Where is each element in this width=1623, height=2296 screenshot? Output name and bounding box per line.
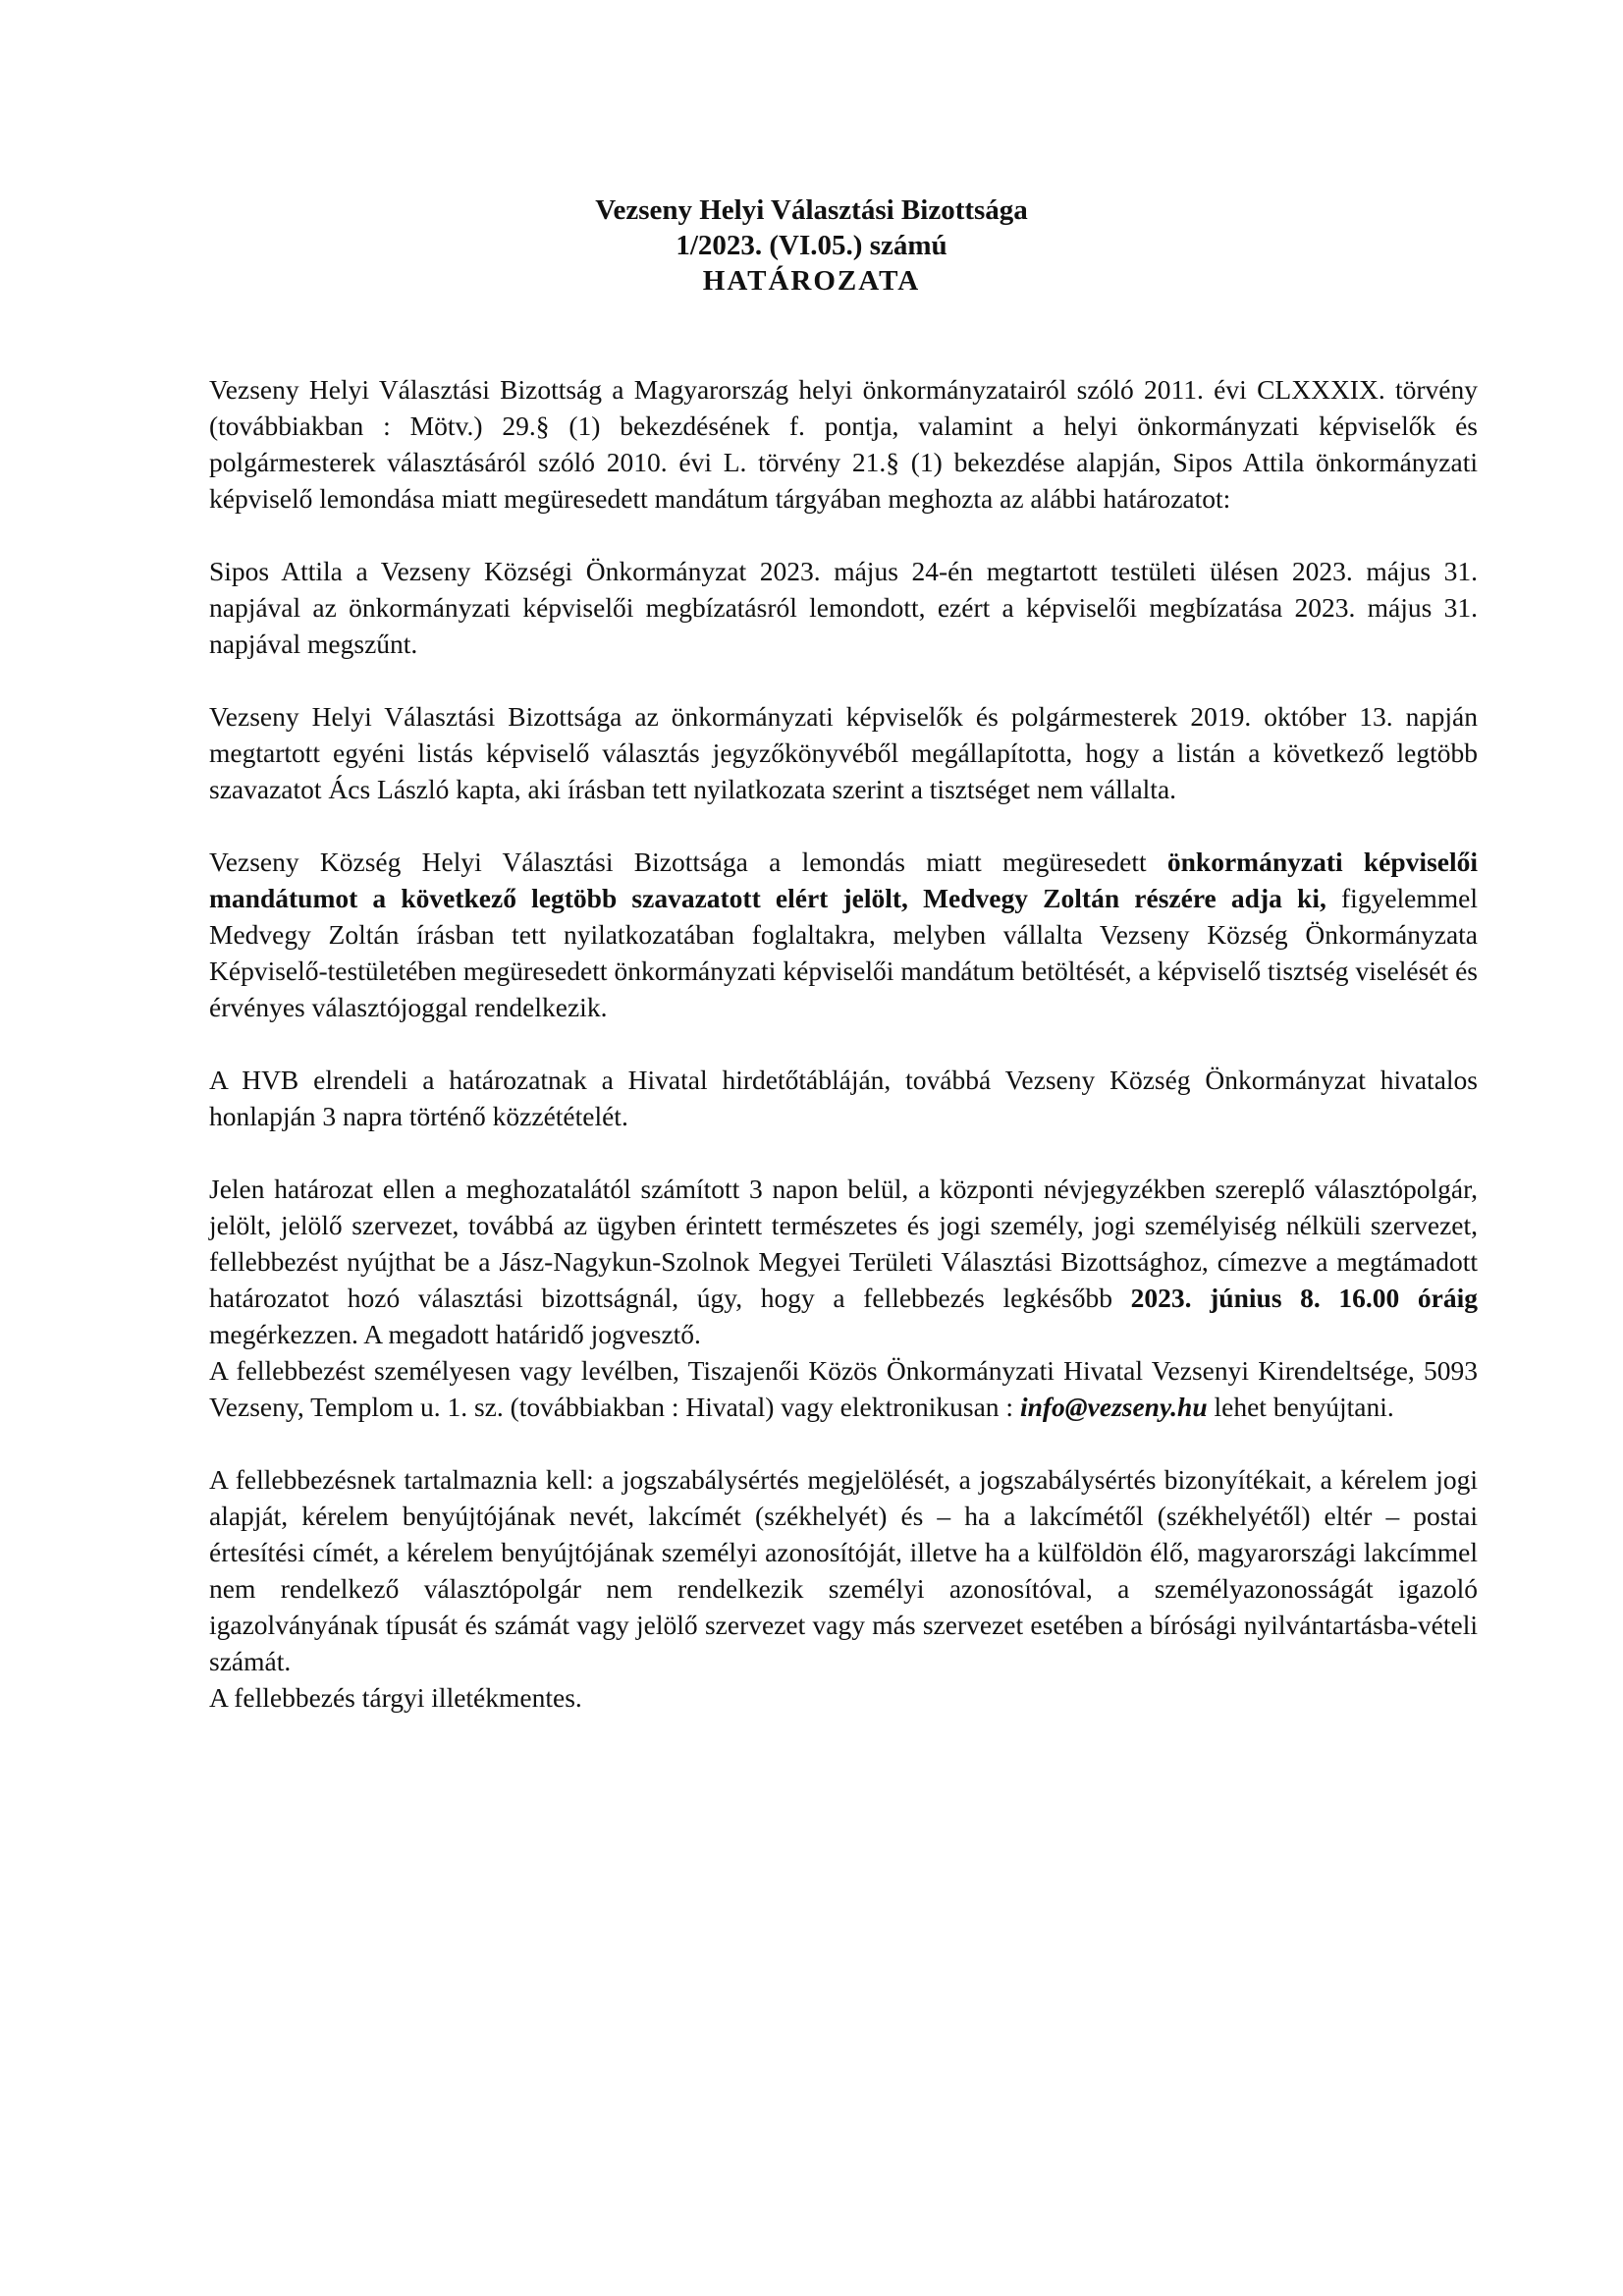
paragraph-appeal-submission — [209, 1352, 1478, 1425]
paragraph-resignation: Sipos Attila a Vezseny Községi Önkormányzat 2023. május 24-én megtartott testületi ülésen 2023. május 31. napjával az önkormányzati képviselői megbízatásról lemondott, ezért a képviselői megbízatása 2023. május 31. napjával megszűnt. — [209, 556, 1478, 659]
paragraph-appeal-contents: A fellebbezésnek tartalmaznia kell: a jogszabálysértés megjelölését, a jogszabálysértés bizonyítékait, a kérelem jogi alapját, kérelem benyújtójának nevét, lakcímét (székhelyét) és – ha a lakcímétől (székhelyétől) eltér – postai értesítési címét, a kérelem benyújtójának személyi azonosítóját, illetve ha a külföldön élő, magyarországi lakcímmel nem rendelkező választópolgár nem rendelkezik személyi azonosítóval, a személyazonosságát igazoló igazolványának típusát és számát vagy jelölő szervezet vagy más szervezet esetében a bírósági nyilvántartásba-vételi számát. — [209, 1464, 1478, 1676]
appeal-text-rest: megérkezzen. A megadott határidő jogvesztő. — [209, 1319, 701, 1349]
submission-text-lead: A fellebbezést személyesen vagy levélben, Tiszajenői Közös Önkormányzati Hivatal Vezsenyi Kirendeltsége, 5093 Vezseny, Templom u. 1. sz. (továbbiakban : Hivatal) vagy elektronikusan : — [209, 1355, 1478, 1422]
document-header — [0, 192, 1623, 299]
paragraph-election-findings: Vezseny Helyi Választási Bizottsága az önkormányzati képviselők és polgármesterek 2019. október 13. napján megtartott egyéni listás képviselő választás jegyzőkönyvéből megállapította, hogy a listán a következő legtöbb szavazatot Ács László kapta, aki írásban tett nyilatkozata szerint a tisztséget nem vállalta. — [209, 701, 1478, 804]
paragraph-fee-exempt: A fellebbezés tárgyi illetékmentes. — [209, 1682, 582, 1713]
resolution-heading: HATÁROZATA — [702, 265, 921, 297]
mandate-text-rest: figyelemmel Medvegy Zoltán írásban tett nyilatkozatában foglaltakra, melyben vállalta Vezseny Község Önkormányzata Képviselő-testületében megüresedett önkormányzati képviselői mandátum betöltését, a képviselő tisztség viselését és érvényes választójoggal rendelkezik. — [209, 883, 1478, 1022]
resolution-number: 1/2023. (VI.05.) számú — [676, 230, 947, 261]
paragraph-legal-basis: Vezseny Helyi Választási Bizottság a Magyarország helyi önkormányzatairól szóló 2011. évi CLXXXIX. törvény (továbbiakban : Mötv.) 29.§ (1) bekezdésének f. pontja, valamint a helyi önkormányzati képviselők és polgármesterek választásáról szóló 2010. évi L. törvény 21.§ (1) bekezdése alapján, Sipos Attila önkormányzati képviselő lemondása miatt megüresedett mandátum tárgyában meghozta az alábbi határozatot: — [209, 374, 1478, 514]
appeal-deadline-bold: 2023. június 8. 16.00 óráig — [1130, 1283, 1479, 1313]
submission-text-rest: lehet benyújtani. — [1207, 1392, 1394, 1422]
mandate-text-lead: Vezseny Község Helyi Választási Bizottsága a lemondás miatt megüresedett — [209, 847, 1167, 877]
committee-title: Vezseny Helyi Választási Bizottsága — [595, 194, 1028, 226]
document-body — [209, 371, 1478, 1752]
paragraph-publication: A HVB elrendeli a határozatnak a Hivatal hirdetőtábláján, továbbá Vezseny Község Önkormányzat hivatalos honlapján 3 napra történő közzétételét. — [209, 1065, 1478, 1131]
paragraph-mandate-decision — [209, 844, 1478, 1025]
mandate-decision-bold: önkormányzati képviselői mandátumot a következő legtöbb szavazatott elért jelölt, Medvegy Zoltán részére adja ki, — [209, 847, 1479, 913]
email-address: info@vezseny.hu — [1019, 1392, 1208, 1422]
paragraph-appeal-deadline — [209, 1171, 1478, 1352]
appeal-text-lead: Jelen határozat ellen a meghozatalától számított 3 napon belül, a központi névjegyzékben szereplő választópolgár, jelölt, jelölő szervezet, továbbá az ügyben érintett természetes és jogi személy, jogi személyiség nélküli szervezet, fellebbezést nyújthat be a Jász-Nagykun-Szolnok Megyei Területi Választási Bizottsághoz, címezve a megtámadott határozatot hozó választási bizottságnál, úgy, hogy a fellebbezés legkésőbb — [209, 1174, 1478, 1313]
